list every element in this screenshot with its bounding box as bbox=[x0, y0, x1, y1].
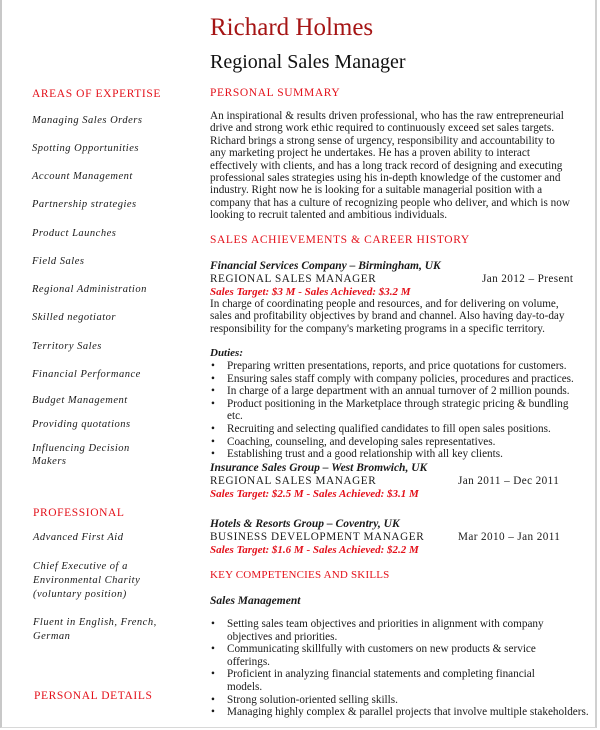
job-role: BUSINESS DEVELOPMENT MANAGER bbox=[210, 531, 425, 543]
skills-subheading: Sales Management bbox=[210, 595, 301, 607]
duty-item: • Ensuring sales staff comply with company policies, procedures and practices. bbox=[210, 373, 580, 386]
personal-details-heading: PERSONAL DETAILS bbox=[34, 690, 153, 702]
duties-list bbox=[210, 360, 580, 461]
job-target: Sales Target: $1.6 M - Sales Achieved: $2.2 M bbox=[210, 544, 419, 556]
expertise-item: Field Sales bbox=[32, 256, 85, 267]
duties-label: Duties: bbox=[210, 347, 243, 359]
summary-text: An inspirational & results driven professional, who has the raw entrepreneurial drive and strong work ethic required to continuously exceed set sales targets. Richard brings a strong sense of urgency, responsibility and accountability to any marketing project he undertakes. He has a proven ability to interact effectively with clients, and has a long track record of designing and executing professional sales strategies using his in-depth knowledge of the customer and industry. Right now he is looking for a suitable managerial position with a company that has a culture of recognizing people who deliver, and which is now looking to recruit talented and ambitious individuals. bbox=[210, 110, 570, 222]
job-company: Financial Services Company – Birmingham, UK bbox=[210, 260, 441, 272]
expertise-item: Regional Administration bbox=[32, 284, 147, 295]
duty-item: • Coaching, counseling, and developing sales representatives. bbox=[210, 436, 580, 449]
duty-item: • Establishing trust and a good relationship with all key clients. bbox=[210, 448, 580, 461]
expertise-item: Managing Sales Orders bbox=[32, 115, 143, 126]
expertise-item: Financial Performance bbox=[32, 369, 141, 380]
job-description: In charge of coordinating people and resources, and for delivering on volume, sales and profitability objectives by brand and channel. Also having day-to-day responsibility for the company's marketing programs in a specific territory. bbox=[210, 298, 565, 335]
skill-item: • Proficient in analyzing financial statements and completing financial models. bbox=[210, 668, 560, 693]
job-target: Sales Target: $3 M - Sales Achieved: $3.2 M bbox=[210, 286, 411, 298]
duty-item: • Recruiting and selecting qualified candidates to fill open sales positions. bbox=[210, 423, 580, 436]
job-dates: Mar 2010 – Jan 2011 bbox=[458, 531, 561, 543]
expertise-item: Spotting Opportunities bbox=[32, 143, 139, 154]
duty-item: • In charge of a large department with an annual turnover of 2 million pounds. bbox=[210, 385, 580, 398]
job-dates: Jan 2012 – Present bbox=[482, 273, 574, 285]
job-title: Regional Sales Manager bbox=[210, 51, 406, 73]
skills-list bbox=[210, 618, 589, 719]
skill-item: • Communicating skillfully with customers on new products & service offerings. bbox=[210, 643, 560, 668]
skills-heading: KEY COMPETENCIES AND SKILLS bbox=[210, 569, 390, 581]
candidate-name: Richard Holmes bbox=[210, 14, 374, 41]
job-target: Sales Target: $2.5 M - Sales Achieved: $3.1 M bbox=[210, 488, 419, 500]
professional-item: Fluent in English, French, German bbox=[33, 617, 157, 642]
career-heading: SALES ACHIEVEMENTS & CAREER HISTORY bbox=[210, 234, 470, 246]
professional-heading: PROFESSIONAL bbox=[33, 507, 125, 519]
expertise-item: Account Management bbox=[32, 171, 133, 182]
job-company: Hotels & Resorts Group – Coventry, UK bbox=[210, 518, 400, 530]
duty-item: • Preparing written presentations, reports, and price quotations for customers. bbox=[210, 360, 580, 373]
summary-heading: PERSONAL SUMMARY bbox=[210, 87, 341, 99]
expertise-item: Territory Sales bbox=[32, 341, 102, 352]
expertise-item: Skilled negotiator bbox=[32, 312, 116, 323]
expertise-item: Budget Management bbox=[32, 395, 128, 406]
duty-item: • Product positioning in the Marketplace through strategic pricing & bundling etc. bbox=[210, 398, 580, 423]
expertise-heading: AREAS OF EXPERTISE bbox=[32, 88, 161, 100]
job-dates: Jan 2011 – Dec 2011 bbox=[458, 475, 560, 487]
expertise-item: Influencing Decision Makers bbox=[32, 443, 130, 467]
expertise-item: Partnership strategies bbox=[32, 199, 137, 210]
professional-item: Chief Executive of a Environmental Charity (voluntary position) bbox=[33, 561, 141, 600]
skill-item: • Setting sales team objectives and priorities in alignment with company objectives and priorities. bbox=[210, 618, 560, 643]
expertise-item: Product Launches bbox=[32, 228, 117, 239]
skill-item: • Strong solution-oriented selling skills. bbox=[210, 694, 560, 707]
job-role: REGIONAL SALES MANAGER bbox=[210, 475, 377, 487]
expertise-item: Providing quotations bbox=[32, 419, 131, 430]
professional-item: Advanced First Aid bbox=[33, 532, 124, 543]
skill-item: • Managing highly complex & parallel projects that involve multiple stakeholders. bbox=[210, 706, 560, 719]
job-company: Insurance Sales Group – West Bromwich, UK bbox=[210, 462, 428, 474]
job-role: REGIONAL SALES MANAGER bbox=[210, 273, 377, 285]
